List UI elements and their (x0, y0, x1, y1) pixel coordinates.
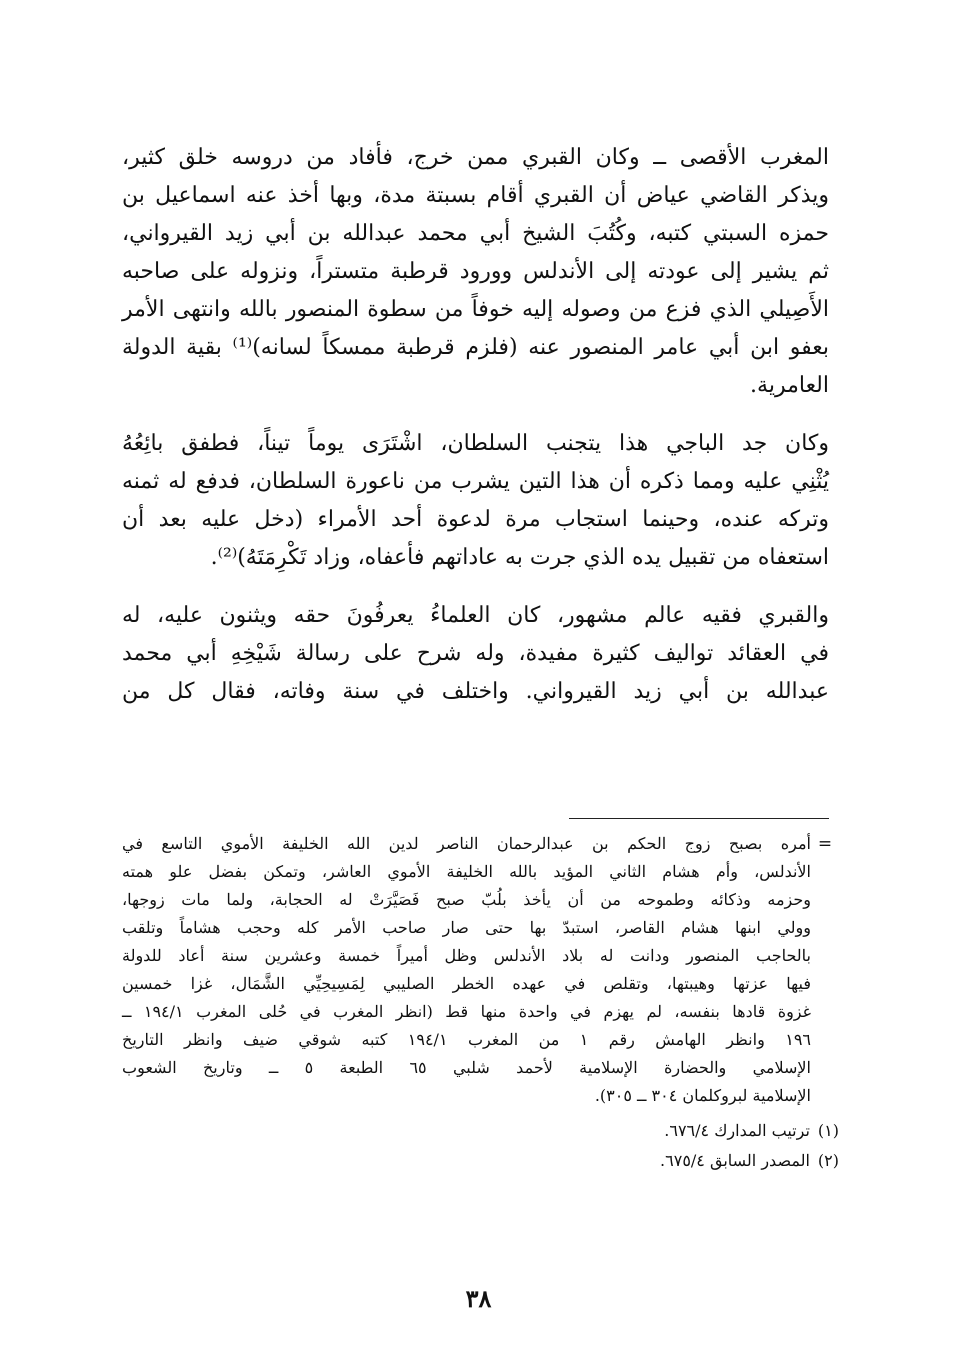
footnote-line: ١٩٦ وانظر الهامش رقم ١ من المغرب ١٩٤/١ كتبه شوقي ضيف وانظر التاريخ (122, 1030, 812, 1049)
footnote-number: (١) (817, 1121, 839, 1140)
footnote-line: أمره بصبح زوج الحكم بن عبدالرحمان الناصر لدين الله الخليفة الأموي التاسع في (122, 834, 811, 853)
footnote-item (122, 1116, 839, 1146)
footnote-line: بالحاجب المنصور ودانت له بلاد الأندلس وظل أميراً خمسة وعشرين سنة أعاد للدولة (122, 946, 811, 965)
paragraph (122, 139, 829, 405)
footnote-line: الأندلس، وأم هشام الثاني المؤيد بالله الخليفة الأموي العاشر، وتمكن بفضل علو همته (122, 862, 811, 881)
footnote-text: ترتيب المدارك ٦٧٦/٤. (664, 1121, 810, 1140)
paragraph (122, 597, 829, 711)
footnote-line: وولي ابنها هشام القاصر، استبدّ بها حتى صار صاحب الأمر كله وحجب هشاماً وتلقب (122, 918, 811, 937)
footnote-continuation (122, 830, 839, 1110)
footnotes (122, 830, 839, 1176)
text-line: بعفو ابن أبي عامر المنصور عنه (فلزم قرطبة ممسكاً لسانه)⁽¹⁾ بقية الدولة (122, 335, 830, 360)
footnote-line: غزوة قادها بنفسه، لم يهزم في واحدة منها قط (انظر المغرب في حُلى المغرب ١٩٤/١ ــ (122, 1002, 812, 1021)
text-line: المغرب الأقصى ــ وكان القبري ممن خرج، فأفاد من دروسه خلق كثير، (122, 145, 829, 170)
footnote-number: (٢) (817, 1151, 839, 1170)
footnote-continuation-text (122, 830, 811, 1110)
text-line: والقبري فقيه عالم مشهور، كان العلماءُ يعرفُونَ حقه ويثنون عليه، له (122, 603, 829, 628)
paragraph (122, 425, 829, 577)
text-line: يُثْنِي عليه ومما ذكره أن هذا التين يشرب من ناعورة السلطان، فدفع له ثمنه (122, 469, 829, 494)
continuation-marker: = (817, 834, 833, 854)
text-line: استعفاه من تقبيل يده الذي جرت به عاداتهم فأعفاه، وزاد تَكْرِمَتَهُ)⁽²⁾. (210, 545, 829, 570)
page-number: ٣٨ (465, 1284, 492, 1313)
text-line: الأَصِيلي الذي فزع من وصوله إليه خوفاً من سطوة المنصور بالله وانتهى الأمر (122, 297, 829, 322)
footnote-separator (569, 818, 829, 819)
footnote-text: المصدر السابق ٦٧٥/٤. (660, 1151, 810, 1170)
footnote-line: الإسلامي والحضارة الإسلامية لأحمد شلبي ٦٥ الطبعة ٥ ــ وتاريخ الشعوب (122, 1058, 811, 1077)
text-line: وتركه عنده، وحينما استجاب مرة لدعوة أحد الأمراء (دخل عليه بعد أن (122, 507, 829, 532)
footnote-line: وحزمه وذكائه وطموحه من أن يأخذ بلُبّ صبح فَصَيَّرَتْ له الحجابة، ولما مات زوجها، (122, 890, 811, 909)
footnote-line: الإسلامية لبروكلمان ٣٠٤ ــ ٣٠٥). (594, 1086, 811, 1105)
footnote-line: فيها عزتها وهيبتها، وتقلص في عهده الخطر الصليبي لِمَسِيحِيِّي الشَّمَال، غزا خمسين (122, 974, 812, 993)
main-text (122, 139, 829, 711)
text-line: حمزه السبتي كتبه، وكُتُبَ الشيخ أبي محمد عبدالله بن أبي زيد القيرواني، (122, 221, 829, 246)
text-line: عبدالله بن أبي زيد القيرواني. واختلف في سنة وفاته، فقال كل من (122, 679, 829, 704)
text-line: وكان جد الباجي هذا يتجنب السلطان، اشْتَرَى يوماً تيناً، فطفق بائِعُهُ (122, 431, 829, 456)
text-line: في العقائد تواليف كثيرة مفيدة، وله شرح على رسالة شَيْخِهِ أبي محمد (122, 641, 829, 666)
text-line: العامرية. (750, 373, 829, 398)
text-line: ثم يشير إلى عودته إلى الأندلس وورود قرطبة متستراً، ونزوله على صاحبه (122, 259, 829, 284)
footnote-item (122, 1146, 839, 1176)
text-line: ويذكر القاضي عياض أن القبري أقام بسبتة مدة، وبها أخذ عنه اسماعيل بن (122, 183, 829, 208)
